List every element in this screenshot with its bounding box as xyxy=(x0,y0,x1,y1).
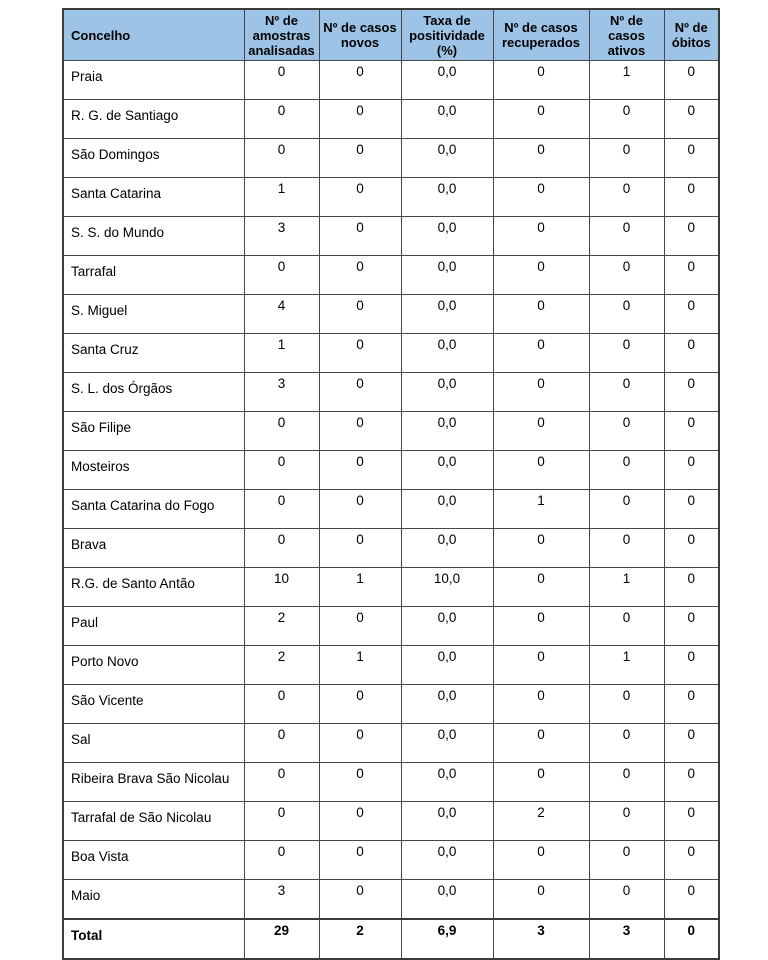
table-row xyxy=(63,334,719,373)
value-cell: 0,0 xyxy=(401,412,493,451)
value-cell: 0,0 xyxy=(401,607,493,646)
row-name-cell: São Domingos xyxy=(63,139,244,178)
value-cell: 0 xyxy=(244,841,319,880)
value-cell: 0 xyxy=(319,529,401,568)
row-name-cell: Santa Cruz xyxy=(63,334,244,373)
value-cell: 0 xyxy=(664,763,719,802)
value-cell: 0 xyxy=(319,685,401,724)
value-cell: 0 xyxy=(319,763,401,802)
table-row xyxy=(63,178,719,217)
value-cell: 0 xyxy=(319,178,401,217)
value-cell: 0 xyxy=(589,490,664,529)
table-row xyxy=(63,451,719,490)
value-cell: 0,0 xyxy=(401,61,493,100)
row-name-cell: Boa Vista xyxy=(63,841,244,880)
value-cell: 0 xyxy=(493,763,589,802)
table-row xyxy=(63,295,719,334)
total-label-cell: Total xyxy=(63,919,244,959)
value-cell: 0 xyxy=(493,841,589,880)
value-cell: 3 xyxy=(244,373,319,412)
header-row xyxy=(63,9,719,61)
value-cell: 0,0 xyxy=(401,334,493,373)
table-row xyxy=(63,256,719,295)
column-header-1: Nº de amostras analisadas xyxy=(244,9,319,61)
value-cell: 0 xyxy=(493,685,589,724)
table-row xyxy=(63,685,719,724)
value-cell: 0 xyxy=(664,607,719,646)
row-name-cell: Sal xyxy=(63,724,244,763)
value-cell: 2 xyxy=(244,607,319,646)
value-cell: 0,0 xyxy=(401,217,493,256)
value-cell: 0 xyxy=(244,256,319,295)
value-cell: 0,0 xyxy=(401,100,493,139)
value-cell: 0 xyxy=(493,529,589,568)
value-cell: 0 xyxy=(664,646,719,685)
value-cell: 0 xyxy=(664,178,719,217)
row-name-cell: São Vicente xyxy=(63,685,244,724)
value-cell: 0 xyxy=(493,139,589,178)
value-cell: 0 xyxy=(244,100,319,139)
value-cell: 0 xyxy=(589,334,664,373)
value-cell: 0,0 xyxy=(401,646,493,685)
value-cell: 0,0 xyxy=(401,178,493,217)
table-row xyxy=(63,100,719,139)
total-value-cell: 3 xyxy=(589,919,664,959)
value-cell: 0 xyxy=(319,451,401,490)
value-cell: 0 xyxy=(664,841,719,880)
value-cell: 0 xyxy=(493,100,589,139)
value-cell: 1 xyxy=(244,334,319,373)
column-header-5: Nº de casos ativos xyxy=(589,9,664,61)
row-name-cell: Paul xyxy=(63,607,244,646)
value-cell: 0 xyxy=(589,841,664,880)
value-cell: 0,0 xyxy=(401,841,493,880)
value-cell: 0 xyxy=(493,568,589,607)
value-cell: 0 xyxy=(493,334,589,373)
value-cell: 0 xyxy=(589,763,664,802)
table-row xyxy=(63,373,719,412)
value-cell: 0,0 xyxy=(401,880,493,920)
value-cell: 4 xyxy=(244,295,319,334)
value-cell: 0,0 xyxy=(401,490,493,529)
row-name-cell: R. G. de Santiago xyxy=(63,100,244,139)
value-cell: 0 xyxy=(664,880,719,920)
value-cell: 0 xyxy=(664,295,719,334)
value-cell: 1 xyxy=(244,178,319,217)
table-row xyxy=(63,724,719,763)
value-cell: 0 xyxy=(664,685,719,724)
value-cell: 0 xyxy=(319,373,401,412)
value-cell: 0 xyxy=(493,61,589,100)
value-cell: 0 xyxy=(589,802,664,841)
table-row xyxy=(63,61,719,100)
value-cell: 0 xyxy=(244,685,319,724)
value-cell: 0 xyxy=(244,451,319,490)
table-row xyxy=(63,646,719,685)
column-header-4: Nº de casos recuperados xyxy=(493,9,589,61)
value-cell: 0 xyxy=(493,607,589,646)
value-cell: 1 xyxy=(589,646,664,685)
row-name-cell: S. S. do Mundo xyxy=(63,217,244,256)
value-cell: 0 xyxy=(319,412,401,451)
value-cell: 0 xyxy=(664,412,719,451)
table-row xyxy=(63,802,719,841)
value-cell: 0 xyxy=(244,724,319,763)
value-cell: 0 xyxy=(319,217,401,256)
value-cell: 0 xyxy=(493,880,589,920)
total-value-cell: 0 xyxy=(664,919,719,959)
table-row xyxy=(63,568,719,607)
table-row xyxy=(63,607,719,646)
value-cell: 3 xyxy=(244,880,319,920)
value-cell: 0 xyxy=(493,412,589,451)
table-row xyxy=(63,763,719,802)
row-name-cell: Tarrafal de São Nicolau xyxy=(63,802,244,841)
value-cell: 0 xyxy=(589,217,664,256)
value-cell: 0 xyxy=(319,724,401,763)
row-name-cell: Mosteiros xyxy=(63,451,244,490)
value-cell: 0 xyxy=(589,529,664,568)
value-cell: 0 xyxy=(664,373,719,412)
row-name-cell: Maio xyxy=(63,880,244,920)
value-cell: 0 xyxy=(589,100,664,139)
value-cell: 0,0 xyxy=(401,802,493,841)
value-cell: 0 xyxy=(664,802,719,841)
row-name-cell: R.G. de Santo Antão xyxy=(63,568,244,607)
table-row xyxy=(63,490,719,529)
row-name-cell: Brava xyxy=(63,529,244,568)
value-cell: 1 xyxy=(589,568,664,607)
row-name-cell: Praia xyxy=(63,61,244,100)
row-name-cell: Santa Catarina xyxy=(63,178,244,217)
value-cell: 0 xyxy=(319,61,401,100)
value-cell: 0 xyxy=(664,724,719,763)
value-cell: 0,0 xyxy=(401,295,493,334)
value-cell: 0 xyxy=(664,100,719,139)
value-cell: 0 xyxy=(664,529,719,568)
column-header-6: Nº de óbitos xyxy=(664,9,719,61)
table-row xyxy=(63,217,719,256)
table-row xyxy=(63,412,719,451)
value-cell: 0 xyxy=(493,295,589,334)
value-cell: 0 xyxy=(244,61,319,100)
value-cell: 0 xyxy=(664,139,719,178)
value-cell: 0 xyxy=(589,256,664,295)
table-wrap xyxy=(62,8,720,960)
row-name-cell: São Filipe xyxy=(63,412,244,451)
value-cell: 0 xyxy=(319,490,401,529)
value-cell: 0 xyxy=(319,841,401,880)
row-name-cell: Ribeira Brava São Nicolau xyxy=(63,763,244,802)
total-value-cell: 29 xyxy=(244,919,319,959)
row-name-cell: Porto Novo xyxy=(63,646,244,685)
value-cell: 0 xyxy=(664,490,719,529)
value-cell: 0,0 xyxy=(401,373,493,412)
value-cell: 0,0 xyxy=(401,529,493,568)
value-cell: 0 xyxy=(664,217,719,256)
value-cell: 0 xyxy=(589,412,664,451)
value-cell: 0 xyxy=(319,607,401,646)
value-cell: 0 xyxy=(589,451,664,490)
value-cell: 1 xyxy=(493,490,589,529)
value-cell: 0 xyxy=(319,100,401,139)
value-cell: 2 xyxy=(493,802,589,841)
value-cell: 0 xyxy=(493,646,589,685)
column-header-0: Concelho xyxy=(63,9,244,61)
value-cell: 1 xyxy=(319,646,401,685)
concelho-covid-table xyxy=(62,8,720,960)
value-cell: 0,0 xyxy=(401,763,493,802)
value-cell: 0,0 xyxy=(401,451,493,490)
table-body xyxy=(63,61,719,960)
value-cell: 10,0 xyxy=(401,568,493,607)
value-cell: 0 xyxy=(244,763,319,802)
value-cell: 0 xyxy=(664,451,719,490)
value-cell: 0 xyxy=(664,256,719,295)
total-value-cell: 6,9 xyxy=(401,919,493,959)
table-header xyxy=(63,9,719,61)
value-cell: 2 xyxy=(244,646,319,685)
value-cell: 0 xyxy=(589,880,664,920)
value-cell: 0 xyxy=(493,256,589,295)
value-cell: 0 xyxy=(589,607,664,646)
table-row xyxy=(63,880,719,920)
value-cell: 0 xyxy=(493,451,589,490)
value-cell: 0 xyxy=(493,724,589,763)
value-cell: 0,0 xyxy=(401,256,493,295)
value-cell: 0,0 xyxy=(401,685,493,724)
row-name-cell: Tarrafal xyxy=(63,256,244,295)
column-header-3: Taxa de positividade (%) xyxy=(401,9,493,61)
value-cell: 0 xyxy=(319,802,401,841)
value-cell: 0 xyxy=(589,685,664,724)
value-cell: 0 xyxy=(589,724,664,763)
value-cell: 0 xyxy=(493,178,589,217)
value-cell: 0,0 xyxy=(401,139,493,178)
total-value-cell: 2 xyxy=(319,919,401,959)
value-cell: 0 xyxy=(244,529,319,568)
value-cell: 0 xyxy=(589,373,664,412)
table-row xyxy=(63,529,719,568)
value-cell: 0 xyxy=(244,802,319,841)
value-cell: 0 xyxy=(244,490,319,529)
table-row xyxy=(63,139,719,178)
column-header-2: Nº de casos novos xyxy=(319,9,401,61)
value-cell: 0 xyxy=(319,295,401,334)
row-name-cell: S. L. dos Órgãos xyxy=(63,373,244,412)
total-value-cell: 3 xyxy=(493,919,589,959)
value-cell: 0 xyxy=(244,412,319,451)
value-cell: 0 xyxy=(664,334,719,373)
row-name-cell: Santa Catarina do Fogo xyxy=(63,490,244,529)
value-cell: 0 xyxy=(319,256,401,295)
row-name-cell: S. Miguel xyxy=(63,295,244,334)
value-cell: 1 xyxy=(319,568,401,607)
value-cell: 0 xyxy=(589,295,664,334)
value-cell: 1 xyxy=(589,61,664,100)
value-cell: 10 xyxy=(244,568,319,607)
value-cell: 0 xyxy=(664,568,719,607)
value-cell: 3 xyxy=(244,217,319,256)
value-cell: 0 xyxy=(244,139,319,178)
value-cell: 0 xyxy=(589,178,664,217)
total-row xyxy=(63,919,719,959)
value-cell: 0 xyxy=(493,217,589,256)
value-cell: 0 xyxy=(664,61,719,100)
value-cell: 0 xyxy=(493,373,589,412)
value-cell: 0 xyxy=(319,334,401,373)
value-cell: 0 xyxy=(319,880,401,920)
value-cell: 0 xyxy=(589,139,664,178)
table-row xyxy=(63,841,719,880)
value-cell: 0,0 xyxy=(401,724,493,763)
value-cell: 0 xyxy=(319,139,401,178)
